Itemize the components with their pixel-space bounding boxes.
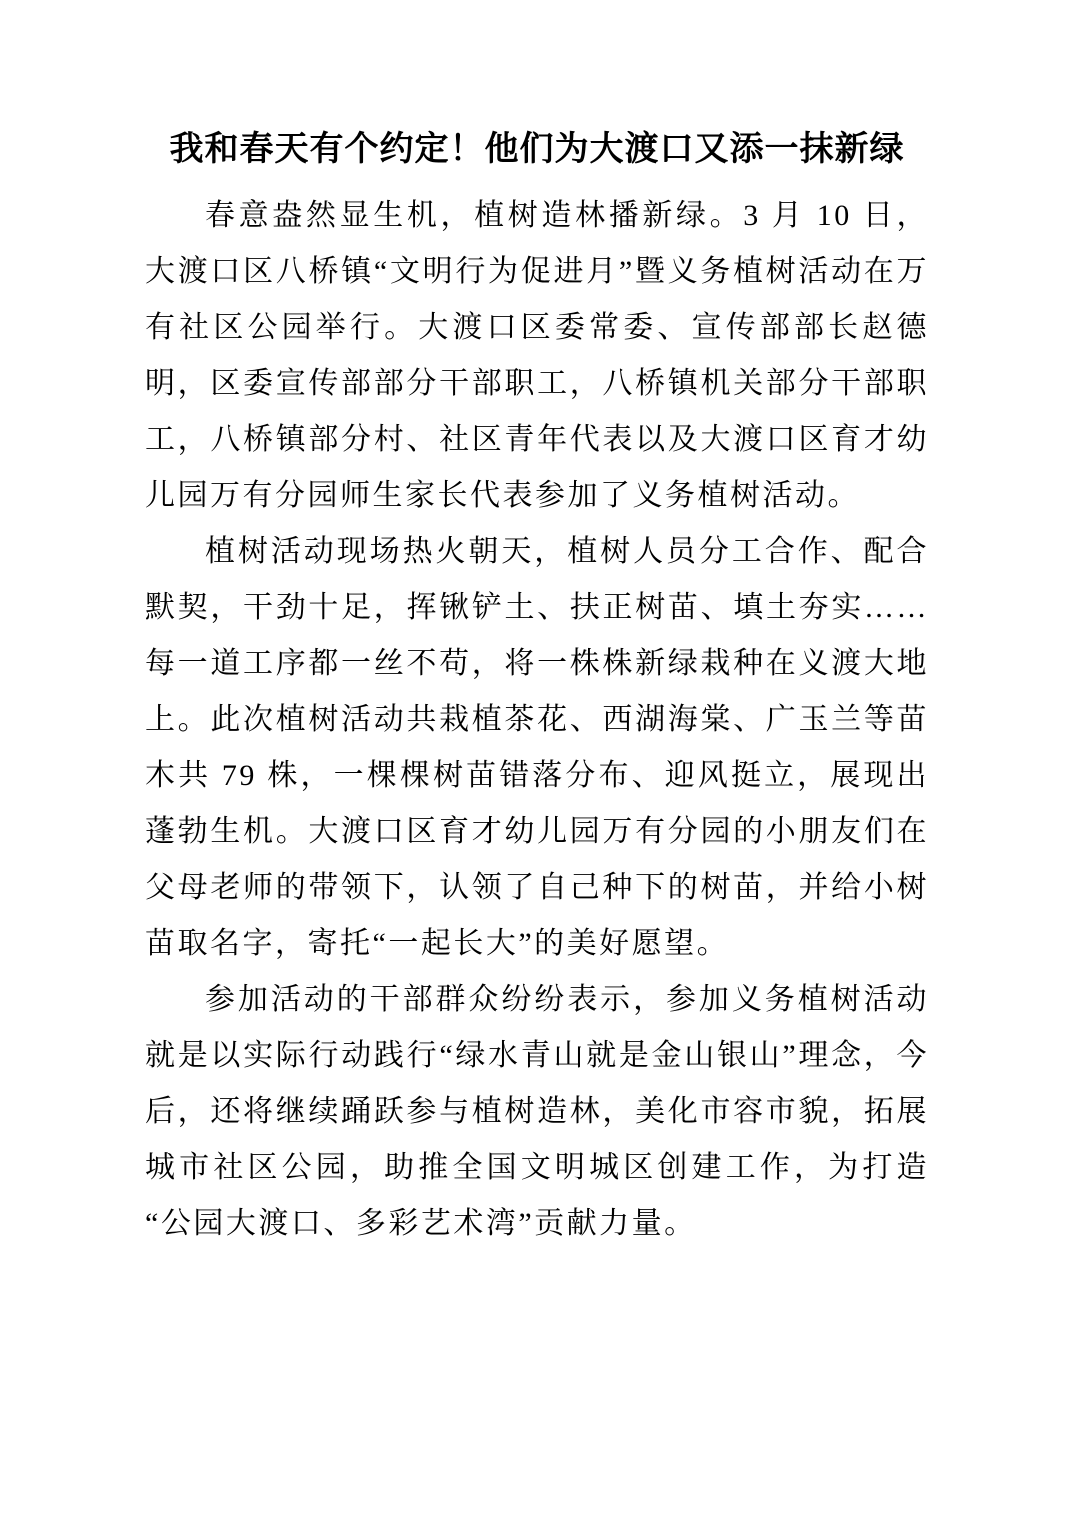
article-body — [145, 188, 929, 1252]
paragraph: 植树活动现场热火朝天，植树人员分工合作、配合默契，干劲十足，挥锹铲土、扶正树苗、填土夯实……每一道工序都一丝不苟，将一株株新绿栽种在义渡大地上。此次植树活动共栽植茶花、西湖海棠、广玉兰等苗木共 79 株，一棵棵树苗错落分布、迎风挺立，展现出蓬勃生机。大渡口区育才幼儿园万有分园的小朋友们在父母老师的带领下，认领了自己种下的树苗，并给小树苗取名字，寄托“一起长大”的美好愿望。 — [145, 535, 929, 960]
paragraph: 参加活动的干部群众纷纷表示，参加义务植树活动就是以实际行动践行“绿水青山就是金山银山”理念，今后，还将继续踊跃参与植树造林，美化市容市貌，拓展城市社区公园，助推全国文明城区创建工作，为打造“公园大渡口、多彩艺术湾”贡献力量。 — [145, 983, 929, 1240]
paragraph: 春意盎然显生机，植树造林播新绿。3 月 10 日，大渡口区八桥镇“文明行为促进月”暨义务植树活动在万有社区公园举行。大渡口区委常委、宣传部部长赵德明，区委宣传部部分干部职工，八桥镇机关部分干部职工，八桥镇部分村、社区青年代表以及大渡口区育才幼儿园万有分园师生家长代表参加了义务植树活动。 — [145, 199, 929, 512]
article-title: 我和春天有个约定！他们为大渡口又添一抹新绿 — [169, 131, 905, 168]
